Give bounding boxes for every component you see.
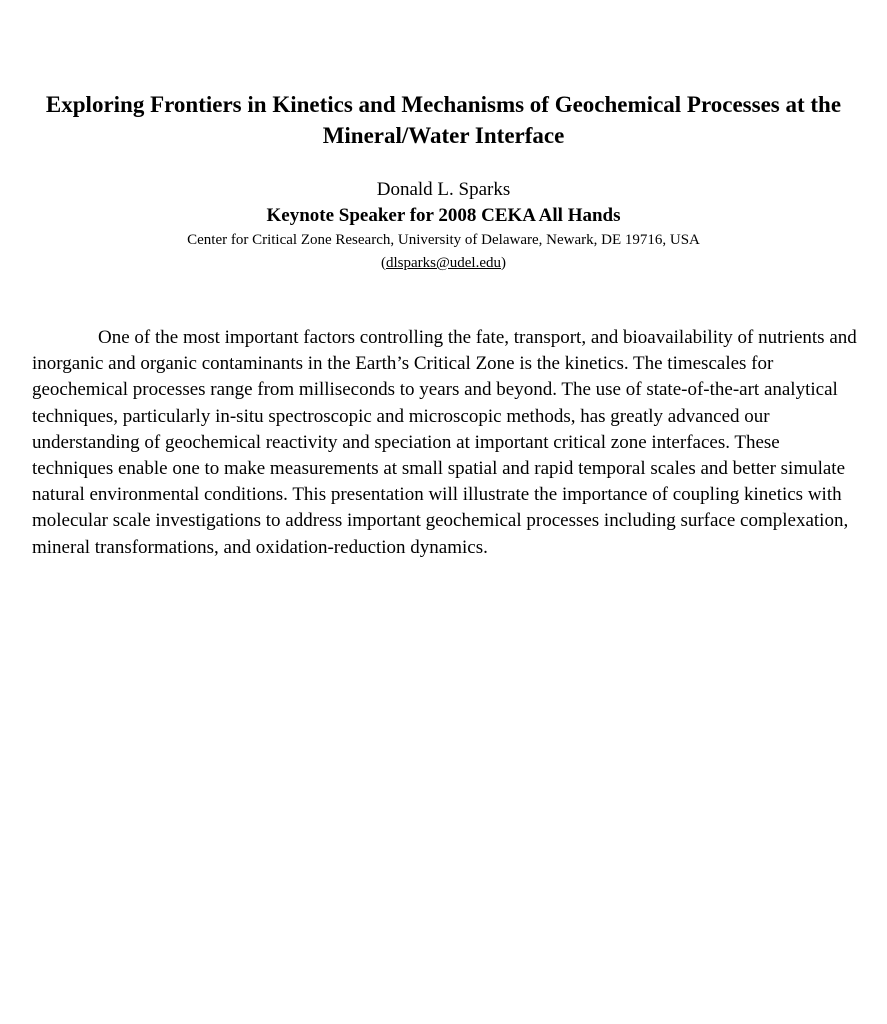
document-title: Exploring Frontiers in Kinetics and Mechanisms of Geochemical Processes at the Mineral/Water Interface bbox=[45, 92, 842, 148]
abstract-paragraph: One of the most important factors controlling the fate, transport, and bioavailability of nutrients and inorganic and organic contaminants in the Earth’s Critical Zone is the kinetics. The timescales for geochemical processes range from milliseconds to years and beyond. The use of state-of-the-art analytical techniques, particularly in-situ spectroscopic and microscopic methods, has greatly advanced our understanding of geochemical reactivity and speciation at important critical zone interfaces. These techniques enable one to make measurements at small spatial and rapid temporal scales and better simulate natural environmental conditions. This presentation will illustrate the importance of coupling kinetics with molecular scale investigations to address important geochemical processes including surface complexation, mineral transformations, and oxidation-reduction dynamics. bbox=[32, 327, 857, 558]
author-affiliation: Center for Critical Zone Research, University of Delaware, Newark, DE 19716, USA bbox=[187, 232, 700, 248]
email-open-paren: ( bbox=[380, 255, 386, 271]
email-link[interactable]: dlsparks@udel.edu bbox=[385, 255, 502, 271]
author-name: Donald L. Sparks bbox=[376, 179, 511, 200]
speaker-role: Keynote Speaker for 2008 CEKA All Hands bbox=[266, 205, 621, 226]
author-email-line bbox=[40, 253, 847, 273]
email-close-paren: ) bbox=[501, 255, 507, 271]
